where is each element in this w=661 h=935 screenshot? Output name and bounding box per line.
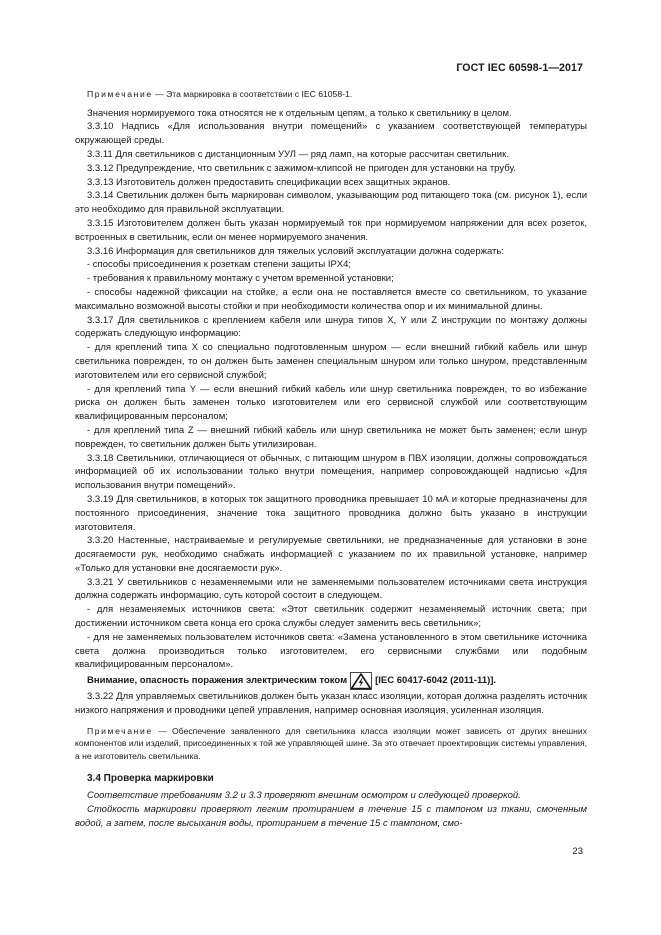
- paragraph-3-3-21: 3.3.21 У светильников с незаменяемыми или не заменяемыми пользователем источниками света инструкция должна содержать информацию, суть которой состоит в следующем.: [75, 576, 587, 602]
- list-item: - способы надежной фиксации на стойке, а если она не поставляется вместе со светильником, то указание максимально возможной высоты стойки и при необходимости количества опор и их минимальной длины.: [75, 286, 587, 312]
- page-number: 23: [572, 846, 583, 857]
- list-item: - требования к правильному монтажу с учетом временной установки;: [87, 273, 394, 285]
- paragraph-3-3-14: 3.3.14 Светильник должен быть маркирован символом, указывающим род питающего тока (см. рисунок 1), если это необходимо для правильной эксплуатации.: [75, 190, 587, 216]
- italic-paragraph: Стойкость маркировки проверяют легким протиранием в течение 15 с тампоном из ткани, смоченным водой, а затем, после высыхания воды, протиранием в течение 15 с тампоном, смо-: [75, 804, 587, 830]
- italic-paragraph: Соответствие требованиям 3.2 и 3.3 проверяют внешним осмотром и следующей проверкой.: [87, 790, 521, 802]
- page-content: [75, 88, 587, 831]
- paragraph-3-3-22: 3.3.22 Для управляемых светильников должен быть указан класс изоляции, которая должна разделять источник низкого напряжения и проводники цепей управления, например основная изоляция, усиленная изоляция.: [75, 691, 587, 717]
- list-item: - для незаменяемых источников света: «Этот светильник содержит незаменяемый источник света; при достижении источником света конца его срока службы следует заменить весь светильник»;: [75, 604, 587, 630]
- warning-line: [75, 672, 587, 690]
- paragraph-3-3-19: 3.3.19 Для светильников, в которых ток защитного проводника превышает 10 мА и которые предназначены для постоянного присоединения, значение тока защитного проводника должно быть указано в инструкции изготовителя.: [75, 493, 587, 533]
- warning-reference: [IEC 60417-6042 (2011-11)].: [375, 675, 497, 687]
- list-item: - для креплений типа Y — если внешний гибкий кабель или шнур светильника поврежден, то во избежание риска он должен быть заменен только изготовителем или его сервисной службой или соответствующим квалифицированным персоналом;: [75, 383, 587, 423]
- paragraph-3-3-10: 3.3.10 Надпись «Для использования внутри помещений» с указанием соответствующей температуры окружающей среды.: [75, 121, 587, 147]
- paragraph-3-3-17: 3.3.17 Для светильников с креплением кабеля или шнура типов X, Y или Z инструкции по монтажу должны содержать следующую информацию:: [75, 314, 587, 340]
- paragraph: Значения нормируемого тока относятся не к отдельным цепям, а только к светильнику в целом.: [87, 107, 512, 119]
- paragraph-3-3-16: 3.3.16 Информация для светильников для тяжелых условий эксплуатации должна содержать:: [87, 245, 504, 257]
- note-label: Примечание: [87, 89, 153, 99]
- electric-shock-warning-icon: [350, 672, 372, 690]
- paragraph-3-3-18: 3.3.18 Светильники, отличающиеся от обычных, с питающим шнуром в ПВХ изоляции, должны сопровождаться информацией об их использовании только внутри помещения, например сопровождающей надписью «Для использования внутри помещений».: [75, 452, 587, 492]
- note-marking: [75, 88, 587, 101]
- list-item: - способы присоединения к розеткам степени защиты IPX4;: [87, 259, 352, 271]
- standard-header: ГОСТ IEC 60598-1—2017: [456, 62, 583, 74]
- list-item: - для креплений типа Z — внешний гибкий кабель или шнур светильника не может быть заменен; если шнур поврежден, то светильник должен быть утилизирован.: [75, 424, 587, 450]
- note-text: — Обеспечение заявленного для светильника класса изоляции может зависеть от других внешних компонентов или изделий, присоединенных к той же управляющей шине. За это отвечает проектировщик системы управления, а не изготовитель светильника.: [75, 725, 587, 762]
- paragraph-3-3-12: 3.3.12 Предупреждение, что светильник с зажимом-клипсой не пригоден для установки на трубу.: [87, 162, 516, 174]
- list-item: - для не заменяемых пользователем источников света: «Замена установленного в этом светильнике источника света должна производиться только изготовителем, его сервисными службами или подобным квалифицированным персоналом».: [75, 631, 587, 671]
- paragraph-3-3-20: 3.3.20 Настенные, настраиваемые и регулируемые светильники, не предназначенные для установки в зоне досягаемости рук, необходимо снабжать информацией с указанием по их правильной установке, например «Только для установки вне досягаемости рук».: [75, 535, 587, 574]
- note-insulation: [75, 725, 587, 763]
- paragraph-3-3-13: 3.3.13 Изготовитель должен предоставить спецификации всех защитных экранов.: [87, 176, 451, 188]
- warning-text: Внимание, опасность поражения электрическим током: [87, 675, 348, 687]
- paragraph-3-3-15: 3.3.15 Изготовителем должен быть указан нормируемый ток при нормируемом напряжении для всех розеток, встроенных в светильник, если он менее нормируемого значения.: [75, 217, 587, 243]
- section-title: 3.4 Проверка маркировки: [87, 772, 214, 784]
- note-text: — Эта маркировка в соответствии с IEC 61058-1.: [152, 89, 353, 99]
- note-label: Примечание: [87, 725, 153, 736]
- paragraph-3-3-11: 3.3.11 Для светильников с дистанционным УУЛ — ряд ламп, на которые рассчитан светильник.: [87, 148, 509, 160]
- list-item: - для креплений типа X со специально подготовленным шнуром — если внешний гибкий кабель или шнур светильника поврежден, то он должен быть заменен специальным шнуром или только шнуром, представленным изготовителем или его сервисной службой;: [75, 342, 587, 381]
